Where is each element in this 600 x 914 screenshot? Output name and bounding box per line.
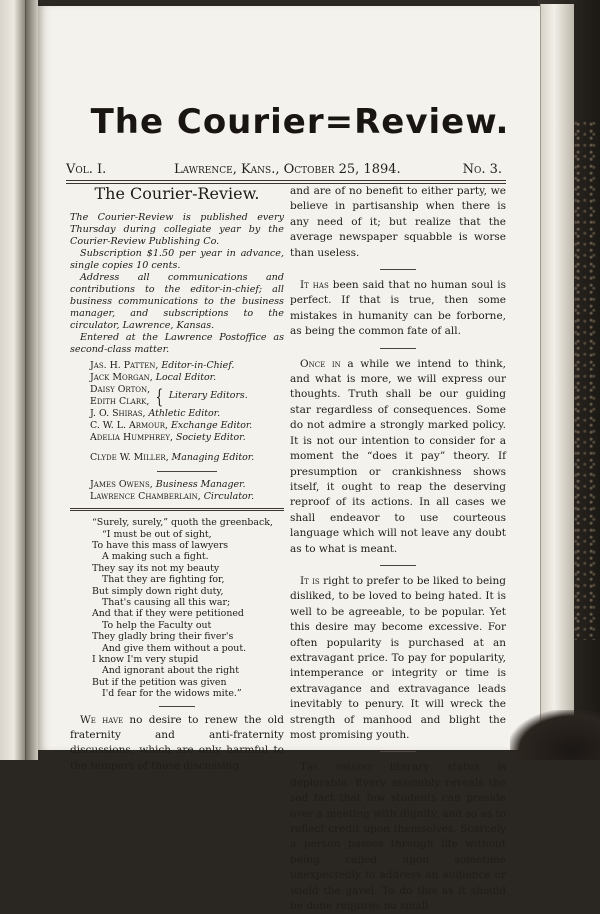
paragraph-text: a while we intend to think, and what is more, we will express our thoughts. Truth shall be our guiding star regardless of consequences. Some do not admire a strongly marked policy. It is not our intention to consider for a moment the “does it pay” theory. If presumption or crankishness shows itself, it ought to reap the deserving reproof of its actions. In all cases we shall endeavor to use courteous language which will not leave any doubt as to what is meant. bbox=[290, 357, 506, 555]
poem-line: They say its not my beauty bbox=[92, 562, 220, 574]
section-divider bbox=[380, 751, 416, 752]
poem-line: I'd fear for the widows mite.” bbox=[102, 688, 242, 700]
section-divider bbox=[380, 348, 416, 349]
staff-entry bbox=[90, 408, 284, 420]
staff-entry bbox=[90, 372, 284, 384]
staff-name: James Owens, bbox=[90, 479, 153, 491]
poem-line: A making such a fight. bbox=[102, 551, 209, 563]
notice-line: Address all communications and contributions to the editor-in-chief; all business communications to the business manager, and subscriptions to the circulator, Lawrence, Kansas. bbox=[70, 272, 284, 332]
poem-line: They gladly bring their fiver's bbox=[92, 631, 234, 643]
poem-line: I know I'm very stupid bbox=[92, 653, 199, 665]
box-title: The Courier-Review. bbox=[94, 184, 260, 203]
section-divider bbox=[159, 706, 195, 707]
paragraph-text: been said that no human soul is perfect. If that is true, then some mistakes in humanity can be forborne, as being the common fate of all. bbox=[290, 279, 506, 338]
paragraph-text: no desire to renew the old fraternity and anti-fraternity discussions, which are only harmful to the tempers of those discussing bbox=[70, 713, 284, 772]
editorial-paragraph bbox=[290, 278, 506, 340]
literary-names bbox=[90, 384, 150, 408]
staff-entry bbox=[90, 432, 284, 444]
poem bbox=[70, 517, 284, 700]
paragraph-lead: It is bbox=[300, 574, 320, 587]
staff-role: Managing Editor. bbox=[171, 452, 255, 464]
staff-divider bbox=[157, 471, 217, 472]
staff-name: C. W. L. Armour, bbox=[90, 420, 169, 432]
page-stack-edge bbox=[540, 4, 574, 730]
thumb-shadow bbox=[510, 710, 600, 760]
paragraph-text: right to prefer to be liked to being disliked, to be loved to being hated. It is well to be agreeable, to be popular. Yet this desire may become excessive. For often popularity is purchased at an extravagant price. To pay for popularity, intemperance or integrity or time is extravagance and extravagance leads inevitably to penury. It will wreck the strength of manhood and blight the most promising youth. bbox=[290, 574, 506, 741]
notice-line: Subscription $1.50 per year in advance, single copies 10 cents. bbox=[70, 248, 284, 272]
staff-name: Clyde W. Miller, bbox=[90, 452, 169, 464]
staff-name: Jack Morgan, bbox=[90, 372, 153, 384]
staff-name: Daisy Orton, bbox=[90, 384, 151, 396]
editorial-paragraph bbox=[290, 357, 506, 557]
staff-name: Edith Clark, bbox=[90, 396, 150, 408]
notice-line: The Courier-Review is published every Thursday during collegiate year by the Courier-Review Publishing Co. bbox=[70, 212, 284, 248]
paragraph-lead: The present bbox=[300, 761, 372, 774]
poem-line: To have this mass of lawyers bbox=[92, 539, 229, 551]
box-bottom-rule bbox=[70, 508, 284, 511]
right-column bbox=[290, 184, 506, 914]
notice-line: Entered at the Lawrence Postoffice as second-class matter. bbox=[70, 332, 284, 356]
section-divider bbox=[380, 269, 416, 270]
gutter-shadow bbox=[26, 0, 38, 760]
dateline-rule-top bbox=[66, 180, 506, 181]
staff-entry bbox=[90, 452, 284, 464]
poem-line: “I must be out of sight, bbox=[102, 528, 212, 540]
staff-entry bbox=[90, 491, 284, 503]
book-spine bbox=[0, 0, 26, 760]
poem-line: But if the petition was given bbox=[92, 676, 227, 688]
staff-role: Local Editor. bbox=[155, 372, 217, 384]
paragraph-lead: Once in bbox=[300, 357, 341, 370]
section-divider bbox=[380, 565, 416, 566]
staff-role: Exchange Editor. bbox=[171, 420, 253, 432]
brace-glyph: { bbox=[155, 384, 164, 409]
poem-line: And give them without a pout. bbox=[102, 642, 247, 654]
staff-name: Jas. H. Patten, bbox=[90, 360, 159, 372]
staff-name: J. O. Shiras, bbox=[90, 408, 146, 420]
poem-line: And ignorant about the right bbox=[102, 665, 239, 677]
poem-line: But simply down right duty, bbox=[92, 585, 224, 597]
poem-line: “Surely, surely,” quoth the greenback, bbox=[92, 517, 273, 529]
place-date-label: Lawrence, Kans., October 25, 1894. bbox=[174, 162, 401, 177]
paragraph-text: and are of no benefit to either party, we believe in partisanship when there is any need of it; but realize that the average newspaper squabble is worse than useless. bbox=[290, 185, 506, 259]
editorial-paragraph bbox=[290, 574, 506, 743]
staff-role: Editor-in-Chief. bbox=[161, 360, 235, 372]
poem-line: To help the Faculty out bbox=[102, 619, 212, 631]
poem-line: That they are fighting for, bbox=[102, 574, 225, 586]
left-column bbox=[70, 182, 284, 774]
publication-notice bbox=[70, 212, 284, 356]
editorial-paragraph bbox=[290, 184, 506, 261]
editorial-paragraph bbox=[70, 713, 284, 775]
staff-role: Society Editor. bbox=[175, 432, 246, 444]
staff-role: Literary Editors. bbox=[168, 390, 248, 402]
staff-entry bbox=[90, 360, 284, 372]
staff-entry bbox=[90, 420, 284, 432]
newspaper-page bbox=[38, 6, 540, 913]
staff-role: Business Manager. bbox=[155, 479, 246, 491]
staff-role: Athletic Editor. bbox=[148, 408, 221, 420]
paragraph-lead: We have bbox=[80, 713, 124, 726]
volume-label: Vol. I. bbox=[66, 162, 107, 177]
staff-role: Circulator. bbox=[203, 491, 255, 503]
paragraph-lead: It has bbox=[300, 279, 329, 292]
spacer bbox=[90, 444, 284, 452]
staff-name: Adelia Humphrey, bbox=[90, 432, 173, 444]
poem-line: And that if they were petitioned bbox=[92, 608, 244, 620]
paragraph-text: literary status is deplorable. Every assembly reveals the sad fact that few students can preside over a meeting with dignity, and so as to reflect credit upon themselves. Scarcely a person passes through life without being called upon sometime unexpectedly to address an audience or wield the gavel. To do this as it should be done requires no small bbox=[290, 761, 506, 913]
issue-number: No. 3. bbox=[462, 162, 502, 177]
editorial-paragraph bbox=[290, 760, 506, 914]
literary-editors bbox=[90, 384, 284, 408]
staff-list bbox=[70, 360, 284, 503]
poem-line: That's causing all this war; bbox=[102, 596, 231, 608]
staff-entry bbox=[90, 479, 284, 491]
masthead-title: The Courier=Review. bbox=[90, 102, 510, 142]
staff-name: Lawrence Chamberlain, bbox=[90, 491, 201, 503]
